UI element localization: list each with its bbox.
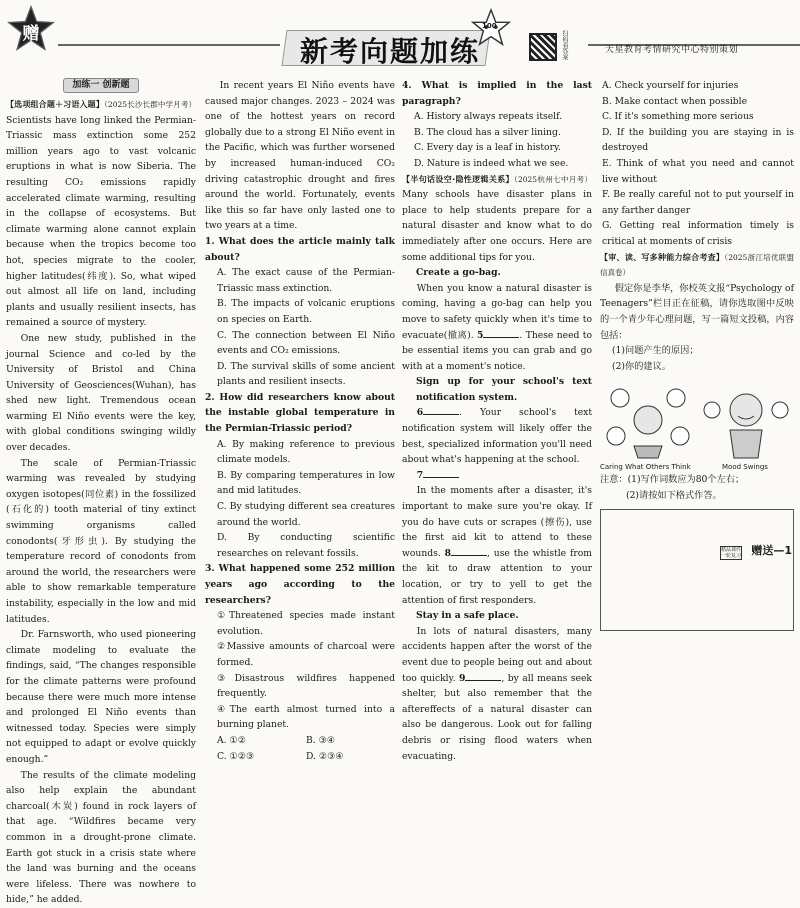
passage-paragraph-6: In recent years El Niño events have caused major changes. 2023 – 2024 was one of the hottest years on record globally due to a strong El Niño event in the Pacific, which was further worsened by increased human-induced CO₂ driving catastrophic drought and fires around the world. Fortunately, events like this so far have only lasted one to two years at a time. bbox=[205, 80, 395, 232]
question-1-option-c[interactable]: C. The connection between El Niño events and CO₂ emissions. bbox=[217, 329, 395, 357]
blank-9[interactable] bbox=[465, 671, 501, 681]
caption-mood-swings: Mood Swings bbox=[722, 463, 768, 472]
question-3-option-a[interactable]: A. ①② bbox=[217, 734, 246, 746]
section-2-option-f[interactable]: F. Be really careful not to put yourself in any farther danger bbox=[602, 189, 794, 216]
page-number-label: 赠送—1 bbox=[751, 544, 792, 557]
section-3-source: （2025浙江培优联盟信真卷） bbox=[600, 252, 794, 278]
question-4-option-a[interactable]: A. History always repeats itself. bbox=[414, 111, 563, 123]
writing-prompt: 假定你是李华，你校英文报“Psychology of Teenagers”栏目正在征稿，请你选取图中反映的一个青少年心理问题，写一篇短文投稿，内容包括： bbox=[600, 282, 794, 341]
question-3-options-row-2 bbox=[205, 749, 395, 765]
notes-line-2: (2)请按如下格式作答。 bbox=[626, 489, 722, 501]
blank-7[interactable] bbox=[423, 468, 459, 478]
header-badge: 赠 bbox=[22, 24, 40, 44]
paragraph-go-bag: When you know a natural disaster is coming, having a go-bag can help you move to safety quickly when it's time to evacuate(撤离). 5 . These need to be essential items you can grab and go with at a moment's notice. bbox=[402, 282, 593, 372]
question-3-statement-4: ④The earth almost turned into a burning planet. bbox=[217, 703, 395, 731]
section-2-option-g[interactable]: G. Getting real information timely is critical at moments of crisis bbox=[602, 220, 794, 247]
blank-9-number: 9 bbox=[458, 672, 466, 684]
question-1-stem: 1. What does the article mainly talk about? bbox=[205, 235, 395, 263]
qr-code-icon[interactable] bbox=[529, 33, 557, 61]
section-2-option-c[interactable]: C. If it's something more serious bbox=[602, 111, 754, 123]
notes-line-1: 注意：(1)写作词数应为80个左右； bbox=[600, 474, 745, 486]
section-3-tag: 【审、读、写多种能力综合考查】 bbox=[600, 252, 725, 262]
section-1-tag: 【选项组合题＋习语入题】 bbox=[6, 100, 104, 109]
blank-7-number: 7 bbox=[416, 469, 424, 481]
caring-what-others-think-illustration bbox=[602, 380, 694, 458]
publisher-name: 天星教育考情研究中心特别策划 bbox=[605, 45, 739, 55]
section-1-source: （2025长沙长郡中学月考） bbox=[104, 100, 196, 109]
blank-6[interactable] bbox=[423, 405, 459, 415]
column-3 bbox=[402, 78, 592, 764]
paragraph-blank-7 bbox=[402, 468, 592, 484]
question-3-option-c[interactable]: C. ①②③ bbox=[217, 750, 255, 762]
blank-5[interactable] bbox=[483, 328, 519, 338]
question-2-option-b[interactable]: B. By comparing temperatures in low and mid latitudes. bbox=[217, 469, 395, 497]
illustrations bbox=[600, 380, 794, 472]
section-3-prompt bbox=[600, 250, 794, 281]
passage-paragraph-3: The scale of Permian-Triassic warming was revealed by studying oxygen isotopes(同位素) in the fossilized (石化的) tooth material of tiny extinct swimming organisms called conodonts(牙形虫). By studying the temperature record of conodonts from around the world, the researchers were able to show remarkable temperature instability, especially in the low and mid latitudes. bbox=[6, 457, 196, 625]
passage-paragraph-2: One new study, published in the journal Science and co-led by the University of Bristol and China University of Geosciences(Wuhan), has shed new light. Tremendous ocean warming El Niño events were the key, with global conditions swinging wildly over decades. bbox=[6, 332, 196, 454]
subheading-go-bag: Create a go-bag. bbox=[416, 267, 501, 279]
question-3-stem: 3. What happened some 252 million years ago according to the researchers? bbox=[205, 563, 395, 606]
footer-badge: 精品课件 一轮复习 bbox=[721, 547, 742, 559]
paragraph-first-aid: In the moments after a disaster, it's important to make sure you're okay. If you do have cuts or scrapes (擦伤), use the first aid kit to attend to these wounds. 8 , use the whistle from the kit to draw attention to your location, or try to yell to get the attention of first responders. bbox=[402, 485, 592, 606]
question-4-option-c[interactable]: C. Every day is a leaf in history. bbox=[414, 142, 561, 154]
section-2-tag: 【半句话设空·隐性逻辑关系】 bbox=[402, 174, 514, 184]
blank-5-number: 5 bbox=[477, 329, 484, 341]
question-1-option-a[interactable]: A. The exact cause of the Permian-Triassic mass extinction. bbox=[217, 267, 395, 294]
section-2-intro: 【半句话设空·隐性逻辑关系】（2025杭州七中月考）Many schools have disaster plans in place to help students prepare for a natural disaster and know what to do immediately after one occurs. Here are some additional tips for you. bbox=[402, 174, 592, 263]
question-1-option-d[interactable]: D. The survival skills of some ancient plants and resilient insects. bbox=[217, 360, 395, 388]
question-3-option-b[interactable]: B. ③④ bbox=[306, 734, 336, 746]
passage-paragraph-5: The results of the climate modeling also help explain the abundant charcoal(木炭) found in rock layers of that age. “Wildfires became very common in a drought-prone climate. Earth got stuck in a crisis state where the land was burning and the oceans were lifeless. There was nowhere to hide,” he added. bbox=[6, 769, 196, 906]
writing-point-2: (2)你的建议。 bbox=[612, 360, 671, 372]
question-3-statement-3: ③Disastrous wildfires happened frequently. bbox=[217, 672, 395, 700]
section-2-option-e[interactable]: E. Think of what you need and cannot live without bbox=[602, 157, 794, 185]
caption-caring: Caring What Others Think bbox=[600, 463, 691, 472]
header-rule-left bbox=[58, 44, 280, 46]
mood-swings-illustration bbox=[700, 380, 792, 458]
paragraph-notification: 6 . Your school's text notification system will likely offer the best, specialized information you'll need about what's happening at the school. bbox=[402, 407, 593, 466]
question-4-option-b[interactable]: B. The cloud has a silver lining. bbox=[414, 126, 561, 138]
question-1-option-b[interactable]: B. The impacts of volcanic eruptions on species on Earth. bbox=[217, 298, 395, 325]
question-2-option-a[interactable]: A. By making reference to previous climate models. bbox=[217, 438, 395, 466]
passage-paragraph-4: Dr. Farnsworth, who used pioneering climate modeling to evaluate the findings, said, “The changes responsible for the climate patterns were profound because there were much more intense and prolonged El Niño events than witnessed today. Species were simply not equipped to adapt or evolve quickly enough.” bbox=[6, 629, 196, 765]
blank-8-number: 8 bbox=[444, 547, 452, 559]
question-3-options-row-1 bbox=[205, 733, 395, 749]
question-4-stem: 4. What is implied in the last paragraph? bbox=[402, 80, 592, 107]
section-2-option-d[interactable]: D. If the building you are staying in is destroyed bbox=[602, 126, 794, 154]
qr-label: 扫码看答案 bbox=[561, 30, 568, 60]
question-4-option-d[interactable]: D. Nature is indeed what we see. bbox=[414, 157, 569, 169]
question-3-option-d[interactable]: D. ②③④ bbox=[306, 750, 344, 762]
section-1-label: 加练一 创新题 bbox=[63, 78, 138, 93]
mascot-text: 100 bbox=[482, 22, 497, 30]
passage-paragraph-1: 【选项组合题＋习语入题】（2025长沙长郡中学月考）Scientists have long linked the Permian-Triassic mass extinction some 252 million years ago to vast volcanic eruptions in what is now Siberia. The resulting CO₂ emissions rapidly accelerated climate warming, resulting in the collapse of ecosystems. But climate warming alone cannot explain because when the tropics become too hot, species migrate to the cooler, higher latitudes(纬度). So, what wiped out almost all life on land, including plants and usually resilient insects, has remained a source of mystery. bbox=[6, 100, 196, 329]
question-2-option-d[interactable]: D. By conducting scientific researches on relevant fossils. bbox=[217, 532, 395, 559]
question-2-option-c[interactable]: C. By studying different sea creatures around the world. bbox=[217, 501, 395, 528]
blank-8[interactable] bbox=[451, 546, 487, 556]
page-header bbox=[0, 0, 800, 74]
question-3-statement-1: ①Threatened species made instant evolution. bbox=[217, 610, 395, 637]
section-1-header bbox=[6, 78, 196, 93]
paragraph-safe-place: In lots of natural disasters, many accidents happen after the worst of the event due to people being out and about too quickly. 9 , by all means seek shelter, but also remember that the aftereffects of a natural disaster can also be dangerous. Look out for falling debris or rising flood waters when evacuating. bbox=[402, 625, 592, 762]
page-title: 新考向题加练 bbox=[300, 35, 481, 68]
writing-answer-box[interactable] bbox=[600, 509, 794, 631]
blank-6-number: 6 bbox=[416, 407, 424, 419]
question-2-stem: 2. How did researchers know about the instable global temperature in the Permian-Triassic period? bbox=[205, 391, 395, 435]
section-2-source: （2025杭州七中月考） bbox=[513, 174, 592, 184]
writing-point-1: (1)问题产生的原因； bbox=[612, 345, 699, 357]
column-1 bbox=[6, 78, 196, 908]
section-2-option-a[interactable]: A. Check yourself for injuries bbox=[602, 80, 739, 91]
section-2-option-b[interactable]: B. Make contact when possible bbox=[602, 95, 748, 107]
subheading-notification: Sign up for your school's text notification system. bbox=[416, 376, 592, 403]
subheading-safe-place: Stay in a safe place. bbox=[416, 610, 519, 622]
column-2 bbox=[205, 78, 395, 764]
question-3-statement-2: ②Massive amounts of charcoal were formed. bbox=[217, 641, 395, 668]
